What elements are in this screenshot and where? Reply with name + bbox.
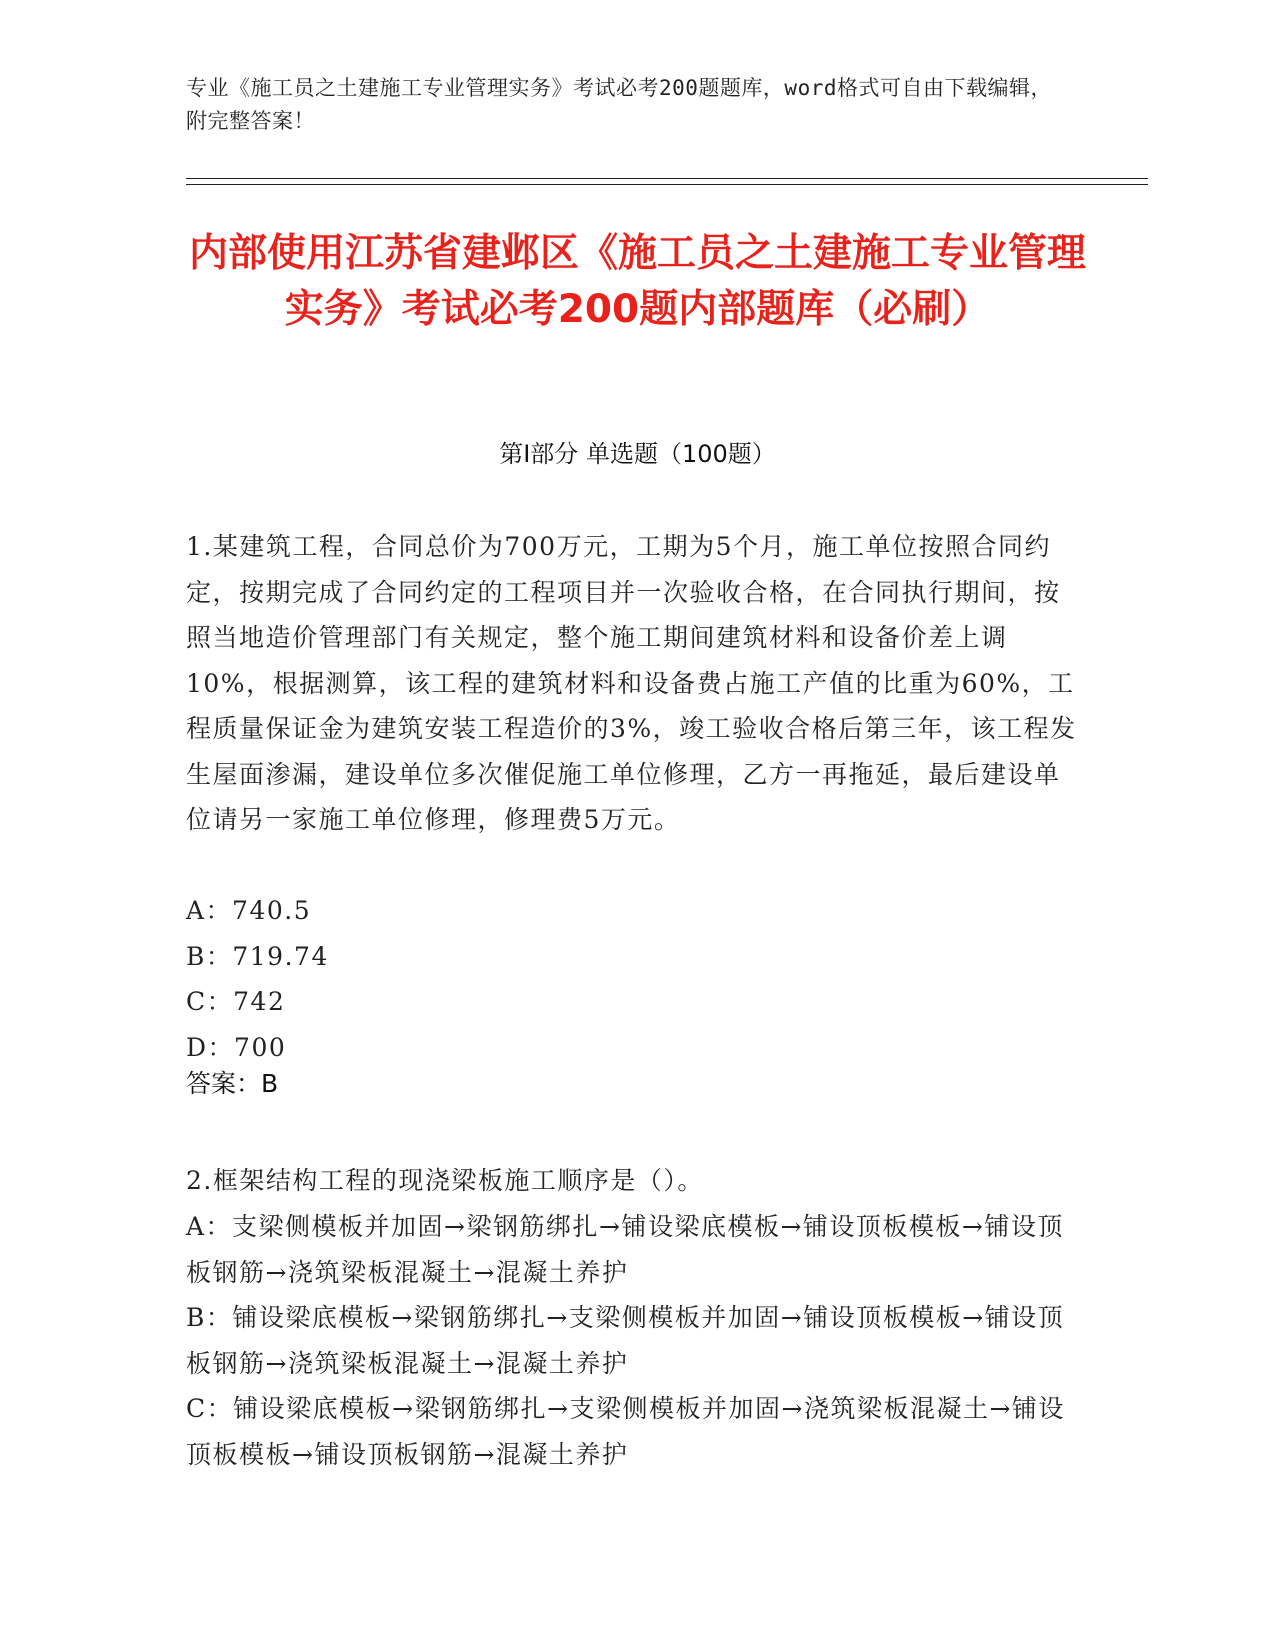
question-2-option-a: A：支梁侧模板并加固→梁钢筋绑扎→铺设梁底模板→铺设顶板模板→铺设顶板钢筋→浇筑梁板混凝土→混凝土养护 xyxy=(186,1212,1064,1287)
question-1-option-b: B：719.74 xyxy=(186,941,329,971)
section-heading: 第I部分 单选题（100题） xyxy=(499,440,776,468)
document-title: 内部使用江苏省建邺区《施工员之土建施工专业管理实务》考试必考200题内部题库（必刷） xyxy=(188,231,1086,332)
question-2-option-c: C：铺设梁底模板→梁钢筋绑扎→支梁侧模板并加固→浇筑梁板混凝土→铺设顶板模板→铺设顶板钢筋→混凝土养护 xyxy=(186,1394,1065,1469)
question-1-option-a: A：740.5 xyxy=(186,896,312,925)
question-1-option-d: D：700 xyxy=(186,1032,287,1062)
question-2-option-b: B：铺设梁底模板→梁钢筋绑扎→支梁侧模板并加固→铺设顶板模板→铺设顶板钢筋→浇筑梁板混凝土→混凝土养护 xyxy=(186,1303,1065,1378)
question-2-options xyxy=(186,1204,1086,1477)
header-divider-top xyxy=(186,178,1148,179)
question-1-option-c: C：742 xyxy=(186,987,286,1016)
header-divider-bottom xyxy=(186,184,1148,185)
question-2-stem: 2.框架结构工程的现浇梁板施工顺序是（）。 xyxy=(186,1166,704,1195)
header-note: 专业《施工员之土建施工专业管理实务》考试必考200题题库，word格式可自由下载编辑，附完整答案！ xyxy=(186,76,1052,133)
question-1-stem: 1.某建筑工程，合同总价为700万元，工期为5个月，施工单位按照合同约定，按期完成了合同约定的工程项目并一次验收合格，在合同执行期间，按照当地造价管理部门有关规定，整个施工期间建筑材料和设备价差上调10%，根据测算，该工程的建筑材料和设备费占施工产值的比重为60%，工程质量保证金为建筑安装工程造价的3%，竣工验收合格后第三年，该工程发生屋面渗漏，建设单位多次催促施工单位修理，乙方一再拖延，最后建设单位请另一家施工单位修理，修理费5万元。 xyxy=(186,532,1077,834)
question-1-answer: 答案：B xyxy=(186,1069,279,1098)
question-1-options xyxy=(186,888,1086,1070)
